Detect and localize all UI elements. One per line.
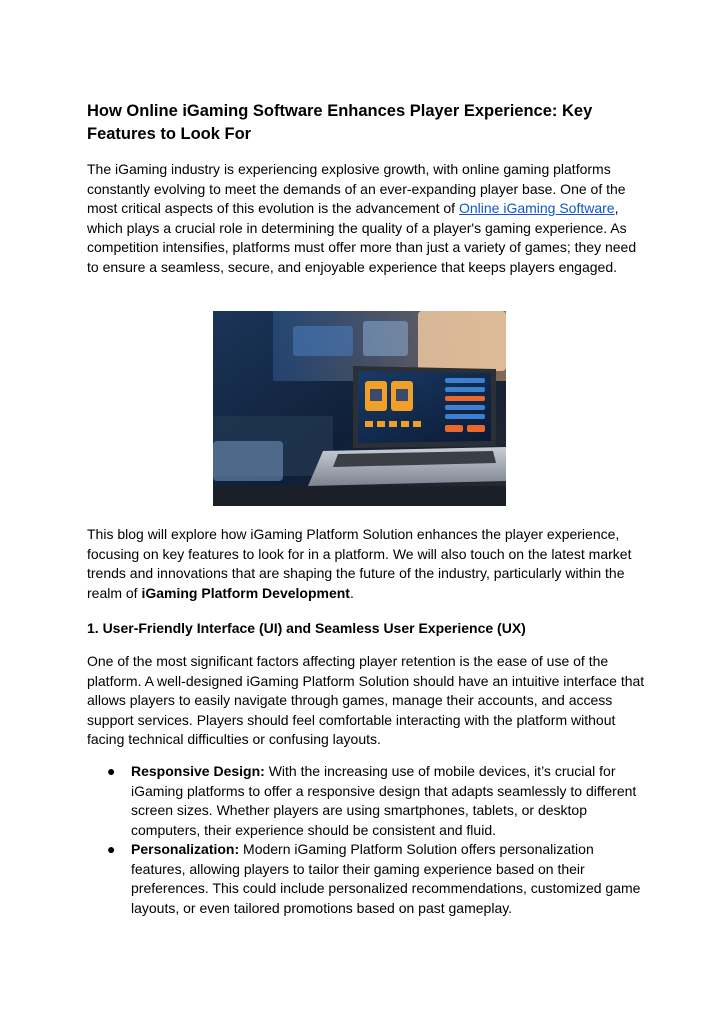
blog-text-end: . xyxy=(349,584,354,601)
intro-paragraph xyxy=(87,160,647,277)
section-heading: 1. User-Friendly Interface (UI) and Seamless User Experience (UX) xyxy=(87,620,526,636)
hero-image xyxy=(213,311,506,506)
article-title: How Online iGaming Software Enhances Player Experience: Key Features to Look For xyxy=(87,102,593,143)
intro-text-start: The iGaming industry is experiencing explosive growth, with online gaming platforms constantly evolving to meet the demands of an ever-expanding player base. One of the most critical aspects of this evolution is the advancement of xyxy=(87,161,626,216)
bullet-label: Personalization: xyxy=(131,841,240,857)
feature-list xyxy=(87,762,647,918)
laptop-gaming-illustration-icon xyxy=(213,311,506,506)
intro-text-end: , which plays a crucial role in determining the quality of a player's gaming experience. As competition intensifies, platforms must offer more than just a variety of games; they need to ensure a seamless, secure, and enjoyable experience that keeps players engaged. xyxy=(87,200,637,275)
list-item xyxy=(87,840,647,918)
bullet-icon: ● xyxy=(107,763,116,779)
blog-text-start: This blog will explore how iGaming Platform Solution enhances the player experience, focusing on key features to look for in a platform. We will also touch on the latest market trends and innovations that are shaping the future of the industry, particularly within the realm of xyxy=(87,526,632,601)
igaming-platform-development-bold: iGaming Platform Development xyxy=(141,584,350,601)
bullet-label: Responsive Design: xyxy=(131,763,265,779)
online-igaming-software-link[interactable]: Online iGaming Software xyxy=(458,200,615,216)
bullet-text: Modern iGaming Platform Solution offers personalization features, allowing players to tailor their gaming experience based on their preferences. This could include personalized recommendations, customized game layouts, or even tailored promotions based on past gameplay. xyxy=(131,841,641,916)
blog-intro-paragraph xyxy=(87,525,647,603)
section-body: One of the most significant factors affecting player retention is the ease of use of the platform. A well-designed iGaming Platform Solution should have an intuitive interface that allows players to easily navigate through games, manage their accounts, and access support services. Players should feel comfortable interacting with the platform without facing technical difficulties or confusing layouts. xyxy=(87,653,645,747)
bullet-icon: ● xyxy=(107,841,116,857)
list-item xyxy=(87,762,647,840)
bullet-text: With the increasing use of mobile devices, it’s crucial for iGaming platforms to offer a responsive design that adapts seamlessly to different screen sizes. Whether players are using smartphones, tablets, or desktop computers, their experience should be consistent and fluid. xyxy=(131,763,637,838)
